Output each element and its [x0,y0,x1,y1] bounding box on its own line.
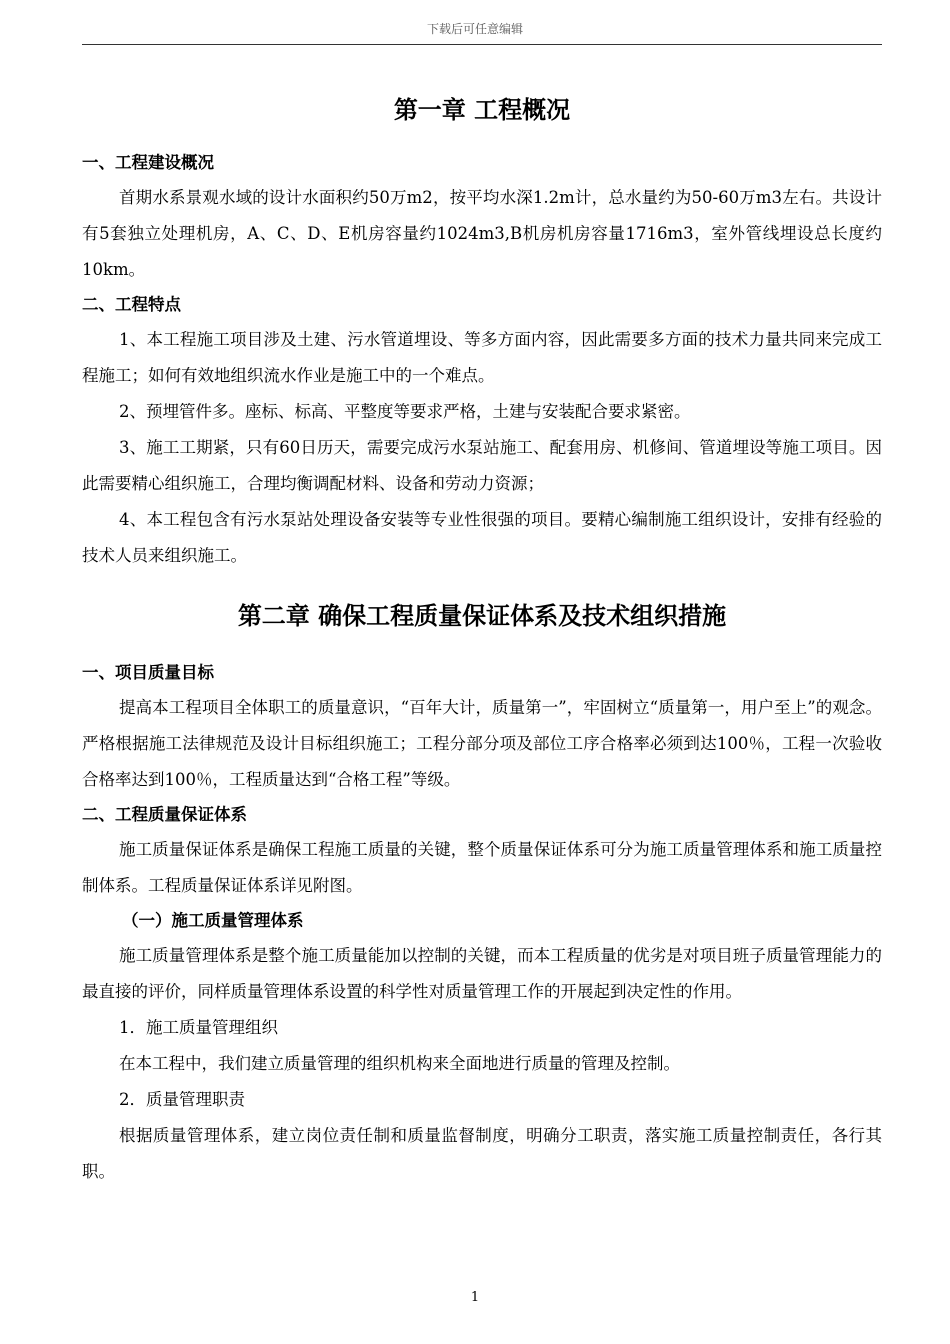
paragraph: 提高本工程项目全体职工的质量意识，“百年大计，质量第一”，牢固树立“质量第一，用户至上”的观念。严格根据施工法律规范及设计目标组织施工；工程分部分项及部位工序合格率必须到达100％，工程一次验收合格率达到100％，工程质量达到“合格工程”等级。 [82,698,882,789]
header-note: 下载后可任意编辑 [426,22,523,36]
chapter-2-title: 第二章 确保工程质量保证体系及技术组织措施 [237,602,727,630]
header-divider [82,44,882,45]
paragraph: 施工质量保证体系是确保工程施工质量的关键，整个质量保证体系可分为施工质量管理体系和施工质量控制体系。工程质量保证体系详见附图。 [82,840,882,895]
paragraph: 1、本工程施工项目涉及土建、污水管道埋设、等多方面内容，因此需要多方面的技术力量共同来完成工程施工；如何有效地组织流水作业是施工中的一个难点。 [82,330,882,385]
paragraph: 根据质量管理体系，建立岗位责任制和质量监督制度，明确分工职责，落实施工质量控制责任，各行其职。 [82,1126,882,1181]
section-heading: 二、工程特点 [82,295,181,314]
paragraph: 首期水系景观水域的设计水面积约50万m2，按平均水深1.2m计，总水量约为50-60万m3左右。共设计有5套独立处理机房，A、C、D、E机房容量约1024m3,B机房机房容量1716m3，室外管线埋设总长度约10km。 [82,188,882,279]
section-heading: 二、工程质量保证体系 [82,805,247,824]
page-number: 1 [470,1290,480,1305]
chapter-1-title: 第一章 工程概况 [393,96,571,124]
paragraph: 施工质量管理体系是整个施工质量能加以控制的关键，而本工程质量的优劣是对项目班子质量管理能力的最直接的评价，同样质量管理体系设置的科学性对质量管理工作的开展起到决定性的作用。 [82,946,882,1001]
subsection-heading: （一）施工质量管理体系 [122,911,304,930]
document-body [82,90,882,1190]
paragraph: 3、施工工期紧，只有60日历天，需要完成污水泵站施工、配套用房、机修间、管道埋设等施工项目。因此需要精心组织施工，合理均衡调配材料、设备和劳动力资源； [82,438,882,493]
section-heading: 一、工程建设概况 [82,153,214,172]
paragraph: 4、本工程包含有污水泵站处理设备安装等专业性很强的项目。要精心编制施工组织设计，安排有经验的技术人员来组织施工。 [82,510,882,565]
numbered-item-heading: 1．施工质量管理组织 [119,1018,278,1037]
numbered-item-heading: 2．质量管理职责 [119,1090,245,1109]
section-heading: 一、项目质量目标 [82,663,214,682]
paragraph: 在本工程中，我们建立质量管理的组织机构来全面地进行质量的管理及控制。 [119,1054,680,1073]
paragraph: 2、预埋管件多。座标、标高、平整度等要求严格，土建与安装配合要求紧密。 [119,402,691,421]
